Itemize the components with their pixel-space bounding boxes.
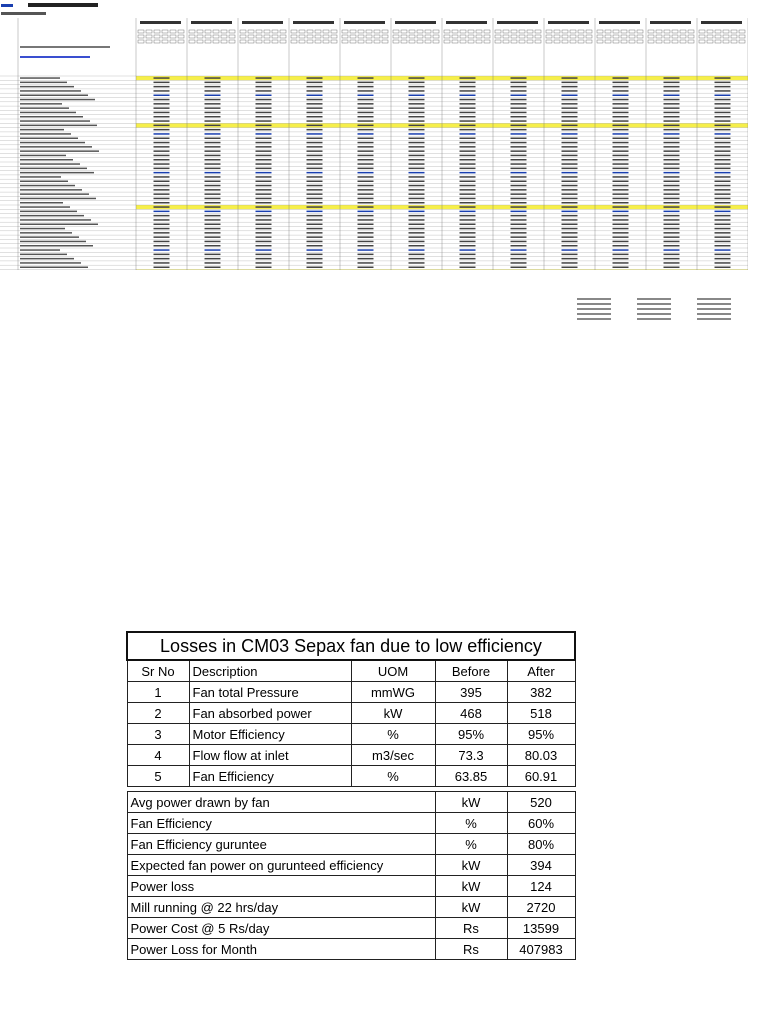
row-description: Fan total Pressure [189,682,351,703]
summary-row [127,897,575,918]
table-row [127,724,575,745]
row-before: 468 [435,703,507,724]
summary-value: 124 [507,876,575,897]
table-row [127,745,575,766]
row-sr: 4 [127,745,189,766]
summary-value: 394 [507,855,575,876]
summary-description: Mill running @ 22 hrs/day [127,897,435,918]
row-uom: m3/sec [351,745,435,766]
row-after: 518 [507,703,575,724]
summary-value: 2720 [507,897,575,918]
summary-value: 60% [507,813,575,834]
row-description: Fan absorbed power [189,703,351,724]
summary-uom: kW [435,792,507,813]
row-sr: 1 [127,682,189,703]
row-uom: % [351,766,435,787]
sheet-grid [0,18,748,270]
summary-value: 407983 [507,939,575,960]
table-row [127,703,575,724]
row-before: 95% [435,724,507,745]
header-after: After [507,660,575,682]
row-description: Motor Efficiency [189,724,351,745]
summary-description: Power loss [127,876,435,897]
summary-uom: % [435,834,507,855]
summary-value: 520 [507,792,575,813]
summary-row [127,834,575,855]
summary-description: Power Loss for Month [127,939,435,960]
summary-description: Expected fan power on gurunteed efficiency [127,855,435,876]
summary-description: Fan Efficiency guruntee [127,834,435,855]
summary-uom: % [435,813,507,834]
row-after: 60.91 [507,766,575,787]
row-description: Fan Efficiency [189,766,351,787]
summary-description: Avg power drawn by fan [127,792,435,813]
summary-row [127,939,575,960]
summary-uom: kW [435,897,507,918]
header-sr-no: Sr No [127,660,189,682]
summary-row [127,855,575,876]
summary-row [127,792,575,813]
header-description: Description [189,660,351,682]
row-before: 63.85 [435,766,507,787]
table-row [127,766,575,787]
sheet-notes-placeholder [560,298,750,326]
summary-row [127,918,575,939]
summary-row [127,813,575,834]
header-uom: UOM [351,660,435,682]
row-sr: 5 [127,766,189,787]
row-description: Flow flow at inlet [189,745,351,766]
row-after: 80.03 [507,745,575,766]
summary-value: 80% [507,834,575,855]
sheet-notes [560,298,750,326]
summary-value: 13599 [507,918,575,939]
summary-uom: kW [435,855,507,876]
summary-uom: Rs [435,918,507,939]
row-sr: 3 [127,724,189,745]
row-after: 95% [507,724,575,745]
summary-uom: kW [435,876,507,897]
losses-table-header [127,660,575,682]
losses-table-title: Losses in CM03 Sepax fan due to low efficiency [127,632,575,660]
row-uom: % [351,724,435,745]
row-after: 382 [507,682,575,703]
summary-description: Fan Efficiency [127,813,435,834]
row-sr: 2 [127,703,189,724]
row-uom: kW [351,703,435,724]
summary-uom: Rs [435,939,507,960]
losses-table [126,631,576,960]
summary-row [127,876,575,897]
row-before: 395 [435,682,507,703]
summary-description: Power Cost @ 5 Rs/day [127,918,435,939]
table-row [127,682,575,703]
fan-efficiency-sheet [0,18,748,270]
row-before: 73.3 [435,745,507,766]
header-before: Before [435,660,507,682]
row-uom: mmWG [351,682,435,703]
